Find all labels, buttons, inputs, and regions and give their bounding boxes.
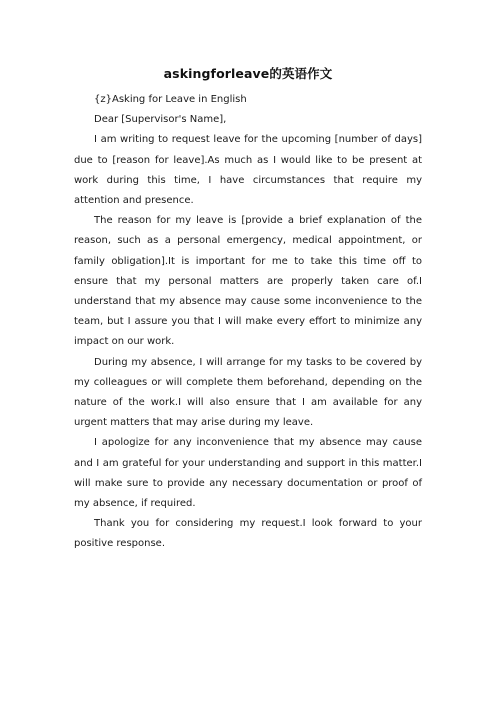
- salutation: Dear [Supervisor's Name],: [94, 114, 227, 126]
- document-body: [74, 90, 422, 555]
- paragraph-closing: Thank you for considering my request.I look forward to your positive response.: [74, 518, 422, 550]
- heading-line: {z}Asking for Leave in English: [94, 94, 247, 105]
- paragraph-reason: The reason for my leave is [provide a brief explanation of the reason, such as a personal emergency, medical appointment, or family obligation].It is important for me to take this time off to ensure that my personal matters are properly taken care of.I understand that my absence may cause some inconvenience to the team, but I assure you that I will make every effort to minimize any impact on our work.: [74, 215, 422, 348]
- paragraph-apology: I apologize for any inconvenience that my absence may cause and I am grateful for your understanding and support in this matter.I will make sure to provide any necessary documentation or proof of my absence, if required.: [74, 437, 422, 510]
- document-title: askingforleave的英语作文: [163, 66, 333, 81]
- paragraph-arrangements: During my absence, I will arrange for my tasks to be covered by my colleagues or will complete them beforehand, depending on the nature of the work.I will also ensure that I am available for any urgent matters that may arise during my leave.: [74, 356, 422, 429]
- paragraph-request: I am writing to request leave for the upcoming [number of days] due to [reason for leave].As much as I would like to be present at work during this time, I have circumstances that require my attention and presence.: [74, 134, 422, 207]
